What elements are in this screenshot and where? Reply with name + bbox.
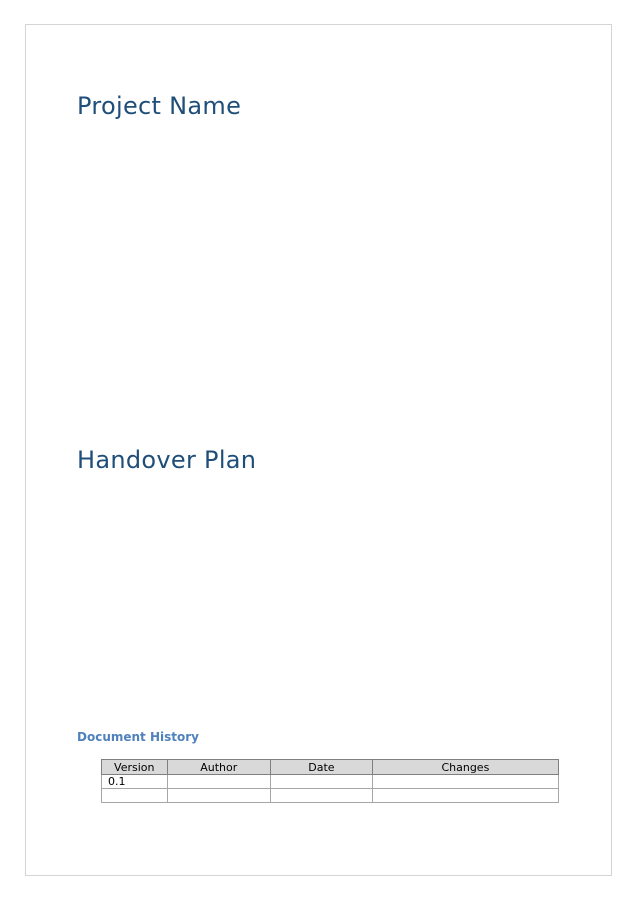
date-cell — [270, 775, 372, 789]
document-history-table — [101, 759, 559, 803]
author-cell — [167, 789, 270, 803]
table-row — [102, 789, 559, 803]
changes-cell — [372, 789, 558, 803]
table-row — [102, 775, 559, 789]
column-header-author: Author — [167, 760, 270, 775]
date-cell — [270, 789, 372, 803]
column-header-date: Date — [270, 760, 372, 775]
version-cell — [102, 789, 168, 803]
column-header-version: Version — [102, 760, 168, 775]
document-title: Handover Plan — [77, 446, 257, 474]
author-cell — [167, 775, 270, 789]
column-header-changes: Changes — [372, 760, 558, 775]
project-name: Project Name — [77, 92, 242, 120]
document-history-heading: Document History — [77, 730, 199, 744]
version-cell: 0.1 — [102, 775, 168, 789]
table-header-row — [102, 760, 559, 775]
changes-cell — [372, 775, 558, 789]
